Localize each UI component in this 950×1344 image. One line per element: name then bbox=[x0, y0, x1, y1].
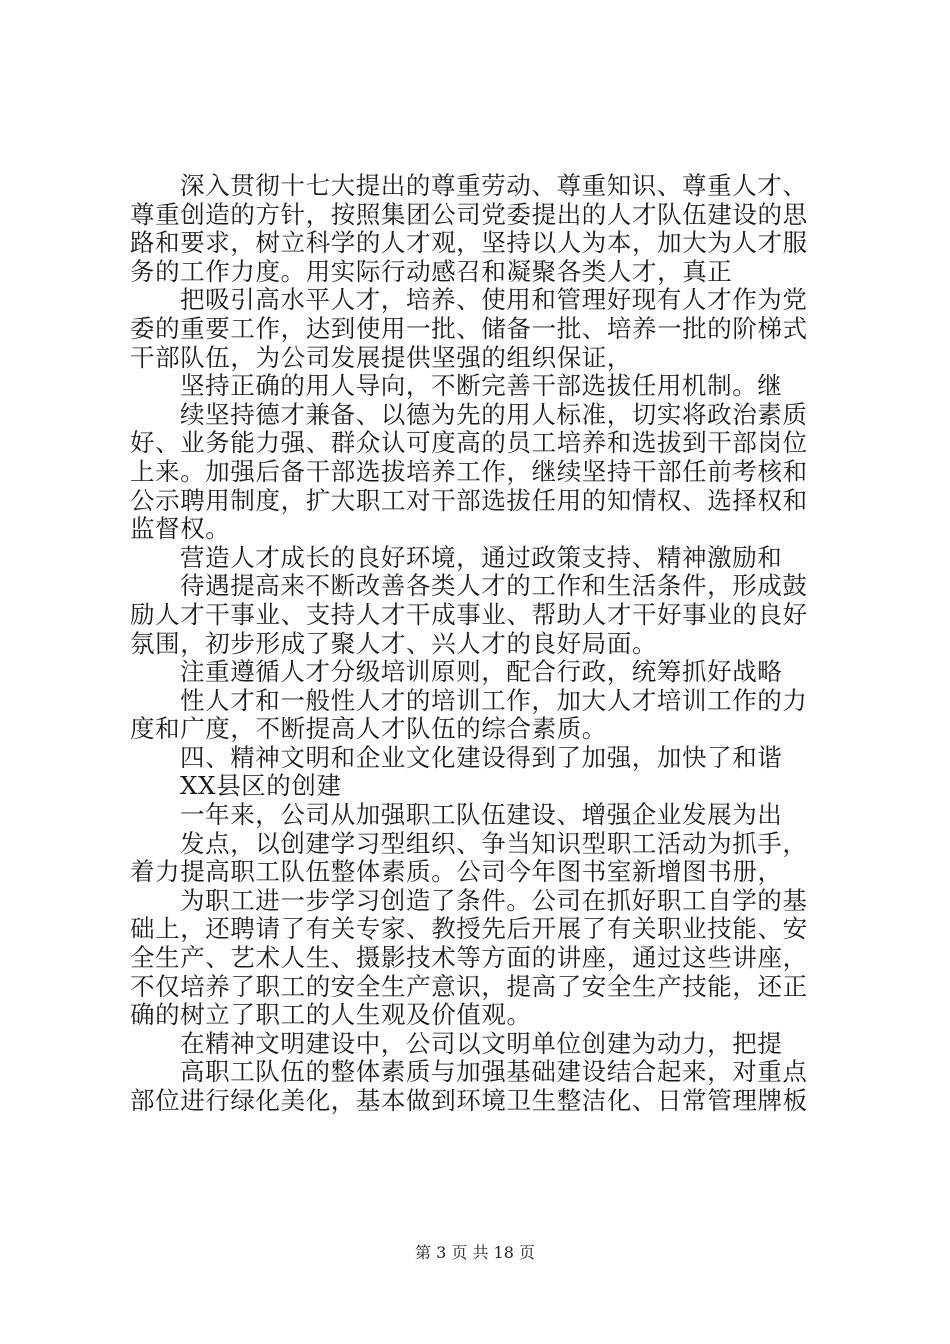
text-line: 四、精神文明和企业文化建设得到了加强，加快了和谐 bbox=[180, 742, 783, 772]
text-line: 务的工作力度。用实际行动感召和凝聚各类人才，真正 bbox=[130, 256, 733, 286]
text-line: 续坚持德才兼备、以德为先的用人标准，切实将政治素质 bbox=[180, 399, 808, 429]
text-line: 注重遵循人才分级培训原则，配合行政，统筹抓好战略 bbox=[180, 657, 783, 687]
text-line: 监督权。 bbox=[130, 514, 231, 544]
text-line: 上来。加强后备干部选拔培养工作，继续坚持干部任前考核和 bbox=[130, 456, 808, 486]
text-line: 性人才和一般性人才的培训工作，加大人才培训工作的力 bbox=[180, 685, 808, 715]
text-line: 确的树立了职工的人生观及价值观。 bbox=[130, 1000, 532, 1030]
text-line: 发点，以创建学习型组织、争当知识型职工活动为抓手， bbox=[180, 828, 808, 858]
text-line: 委的重要工作，达到使用一批、储备一批、培养一批的阶梯式 bbox=[130, 313, 808, 343]
text-line: 全生产、艺术人生、摄影技术等方面的讲座，通过这些讲座， bbox=[130, 943, 808, 973]
text-line: 一年来，公司从加强职工队伍建设、增强企业发展为出 bbox=[180, 800, 783, 830]
text-line: 度和广度，不断提高人才队伍的综合素质。 bbox=[130, 714, 607, 744]
text-line: 为职工进一步学习创造了条件。公司在抓好职工自学的基 bbox=[180, 885, 808, 915]
text-line: 待遇提高来不断改善各类人才的工作和生活条件，形成鼓 bbox=[180, 571, 808, 601]
text-line: 深入贯彻十七大提出的尊重劳动、尊重知识、尊重人才、 bbox=[180, 171, 808, 200]
text-line: 路和要求，树立科学的人才观，坚持以人为本，加大为人才服 bbox=[130, 228, 808, 258]
text-line: 础上，还聘请了有关专家、教授先后开展了有关职业技能、安 bbox=[130, 914, 808, 944]
text-line: 着力提高职工队伍整体素质。公司今年图书室新增图书册， bbox=[130, 857, 783, 887]
text-line: 不仅培养了职工的安全生产意识，提高了安全生产技能，还正 bbox=[130, 971, 808, 1001]
text-line: 把吸引高水平人才，培养、使用和管理好现有人才作为党 bbox=[180, 285, 808, 315]
text-line: 高职工队伍的整体素质与加强基础建设结合起来，对重点 bbox=[180, 1057, 808, 1087]
text-line: 在精神文明建设中，公司以文明单位创建为动力，把提 bbox=[180, 1028, 783, 1058]
text-line: XX县区的创建 bbox=[180, 771, 342, 801]
text-line: 氛围，初步形成了聚人才、兴人才的良好局面。 bbox=[130, 628, 658, 658]
text-line: 部位进行绿化美化，基本做到环境卫生整洁化、日常管理牌板 bbox=[130, 1086, 808, 1115]
text-line: 公示聘用制度，扩大职工对干部选拔任用的知情权、选择权和 bbox=[130, 485, 808, 515]
text-line: 营造人才成长的良好环境，通过政策支持、精神激励和 bbox=[180, 542, 783, 572]
text-line: 励人才干事业、支持人才干成事业、帮助人才干好事业的良好 bbox=[130, 599, 808, 629]
text-line: 尊重创造的方针，按照集团公司党委提出的人才队伍建设的思 bbox=[130, 199, 808, 229]
text-line: 坚持正确的用人导向，不断完善干部选拔任用机制。继 bbox=[180, 371, 783, 401]
document-body bbox=[130, 172, 830, 1116]
text-line: 干部队伍，为公司发展提供坚强的组织保证， bbox=[130, 342, 632, 372]
text-line: 好、业务能力强、群众认可度高的员工培养和选拔到干部岗位 bbox=[130, 428, 808, 458]
page-footer: 第 3 页 共 18 页 bbox=[415, 1243, 535, 1262]
